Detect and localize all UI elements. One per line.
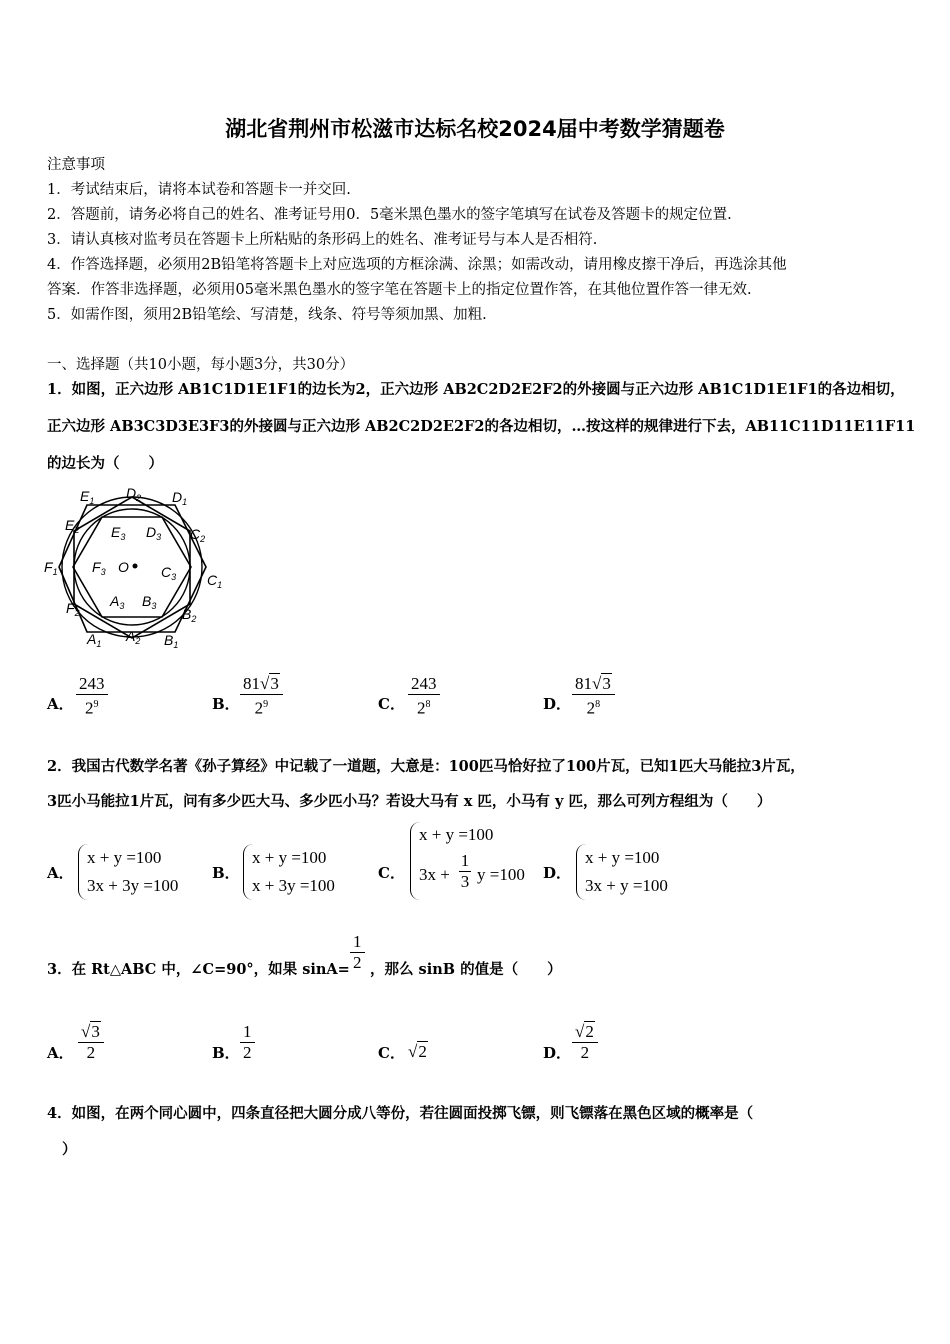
figure-label-d1: $D_1$: [172, 489, 188, 507]
note-item-1: 1．考试结束后，请将本试卷和答题卡一并交回.: [47, 182, 351, 198]
q1-option-a-letter[interactable]: A．: [47, 695, 74, 713]
note-item-5: 5．如需作图，须用2B铅笔绘、写清楚，线条、符号等须加黑、加粗.: [47, 307, 487, 323]
figure-label-c2: $C_2$: [190, 526, 206, 544]
figure-label-f3: $F_3$: [92, 559, 106, 577]
q1-option-d-value[interactable]: 81√3 $2^8$: [572, 674, 615, 719]
note-item-2: 2．答题前，请务必将自己的姓名、准考证号用0．5毫米黑色墨水的签字笔填写在试卷及答题卡的规定位置.: [47, 207, 732, 223]
q2-option-b-letter[interactable]: B．: [212, 864, 240, 882]
q3-option-a-value[interactable]: √3 2: [78, 1022, 104, 1063]
center-point: [133, 564, 138, 569]
q2-option-c-system[interactable]: x + y =100 3x + 1 3 y =100: [410, 822, 536, 900]
q3-option-b-value[interactable]: 1 2: [240, 1022, 255, 1063]
notes-heading: 注意事项: [47, 157, 105, 173]
figure-label-b3: $B_3$: [142, 593, 157, 611]
q1-option-c-value[interactable]: 243 $2^8$: [408, 674, 440, 719]
figure-label-b1: $B_1$: [164, 632, 179, 650]
figure-label-f1: $F_1$: [44, 559, 58, 577]
figure-label-e3: $E_3$: [111, 524, 126, 542]
q3-text-b: ，那么 sinB 的值是（ ）: [370, 961, 562, 978]
q1-option-a-value[interactable]: 243 $2^9$: [76, 674, 108, 719]
q3-text-a: 3．在 Rt△ABC 中，∠C=90°，如果 sinA=: [47, 961, 350, 978]
figure-label-e2: $E_2$: [65, 517, 80, 535]
q4-line-2: ）: [62, 1141, 77, 1158]
q1-line-2: 正六边形 AB3C3D3E3F3的外接圆与正六边形 AB2C2D2E2F2的各边相切，…按这样的规律进行下去，AB11C11D11E11F11: [47, 418, 916, 435]
figure-label-c3: $C_3$: [161, 564, 177, 582]
figure-label-d2: $D_2$: [126, 485, 142, 503]
figure-label-c1: $C_1$: [207, 572, 223, 590]
section-heading: 一、选择题（共10小题，每小题3分，共30分）: [47, 357, 355, 373]
page-title: 湖北省荆州市松滋市达标名校2024届中考数学猜题卷: [225, 117, 725, 141]
figure-label-o: O: [118, 559, 129, 575]
q2-option-b-system[interactable]: x + y =100 x + 3y =100: [243, 844, 335, 900]
q2-option-a-system[interactable]: x + y =100 3x + 3y =100: [78, 844, 178, 900]
note-item-4-cont: 答案．作答非选择题，必须用05毫米黑色墨水的签字笔在答题卡上的指定位置作答，在其他位置作答一律无效.: [47, 282, 752, 298]
q1-option-c-letter[interactable]: C．: [378, 695, 405, 713]
figure-label-a2: $A_2$: [126, 628, 141, 646]
q1-line-3: 的边长为（ ）: [47, 455, 163, 472]
note-item-4: 4．作答选择题，必须用2B铅笔将答题卡上对应选项的方框涂满、涂黑；如需改动，请用橡皮擦干净后，再选涂其他: [47, 257, 787, 273]
q3-frac: 1 2: [350, 932, 365, 973]
hexagon-figure: [42, 484, 228, 650]
q1-line-1: 1．如图，正六边形 AB1C1D1E1F1的边长为2，正六边形 AB2C2D2E2F2的外接圆与正六边形 AB1C1D1E1F1的各边相切，: [47, 381, 905, 398]
q3-option-a-letter[interactable]: A．: [47, 1044, 74, 1062]
q2-option-c-letter[interactable]: C．: [378, 864, 405, 882]
figure-label-e1: $E_1$: [80, 488, 95, 506]
q3-option-c-value[interactable]: √2: [408, 1042, 427, 1061]
q2-line-1: 2．我国古代数学名著《孙子算经》中记载了一道题，大意是：100匹马恰好拉了100片瓦，已知1匹大马能拉3片瓦，: [47, 758, 805, 775]
q3-option-d-value[interactable]: √2 2: [572, 1022, 598, 1063]
q1-option-b-letter[interactable]: B．: [212, 695, 240, 713]
q3-option-b-letter[interactable]: B．: [212, 1044, 240, 1062]
q2-option-d-system[interactable]: x + y =100 3x + y =100: [576, 844, 668, 900]
q2-line-2: 3匹小马能拉1片瓦，问有多少匹大马、多少匹小马？若设大马有 x 匹，小马有 y 匹，那么可列方程组为（ ）: [47, 793, 772, 810]
q1-option-b-value[interactable]: 81√3 $2^9$: [240, 674, 283, 719]
q3-option-c-letter[interactable]: C．: [378, 1044, 405, 1062]
note-item-3: 3．请认真核对监考员在答题卡上所粘贴的条形码上的姓名、准考证号与本人是否相符.: [47, 232, 598, 248]
q1-option-d-letter[interactable]: D．: [543, 695, 572, 713]
q2-option-a-letter[interactable]: A．: [47, 864, 74, 882]
q4-line-1: 4．如图，在两个同心圆中，四条直径把大圆分成八等份，若往圆面投掷飞镖，则飞镖落在黑色区域的概率是（: [47, 1105, 754, 1122]
figure-label-a1: $A_1$: [87, 631, 102, 649]
figure-label-f2: $F_2$: [66, 600, 80, 618]
figure-label-d3: $D_3$: [146, 524, 162, 542]
q3-option-d-letter[interactable]: D．: [543, 1044, 572, 1062]
figure-label-b2: $B_2$: [182, 606, 197, 624]
q2-option-d-letter[interactable]: D．: [543, 864, 572, 882]
figure-label-a3: $A_3$: [110, 593, 125, 611]
